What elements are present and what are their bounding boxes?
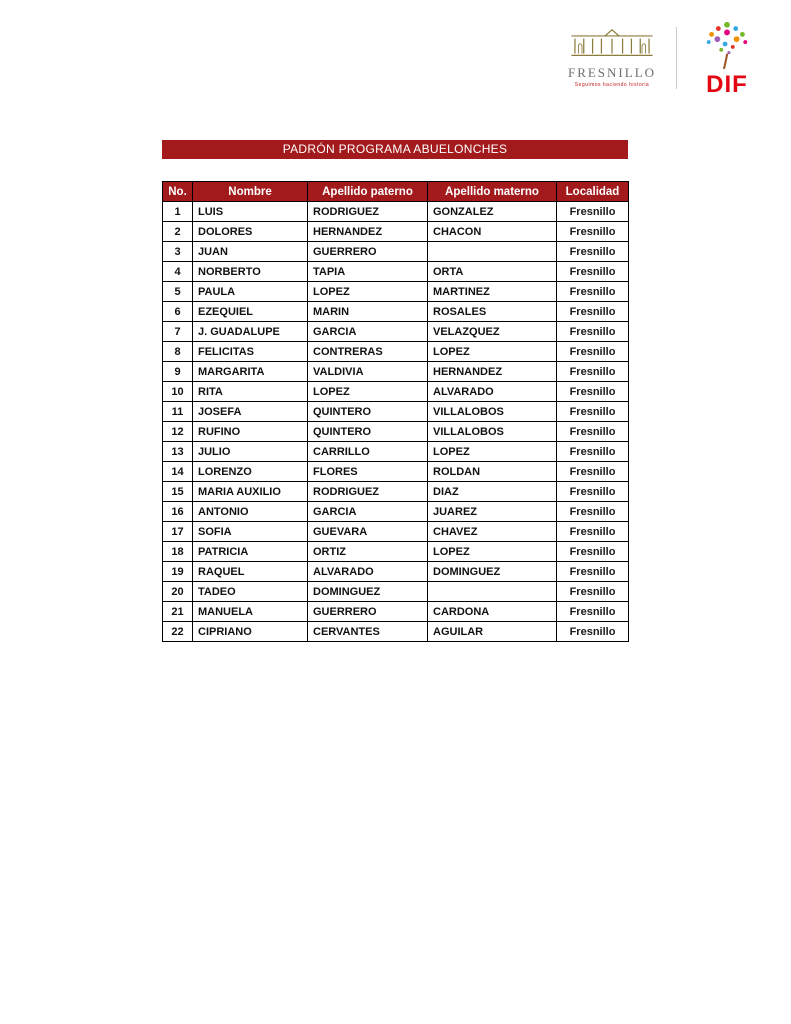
table-cell: Fresnillo: [557, 202, 629, 222]
table-cell: CARDONA: [428, 602, 557, 622]
table-cell: Fresnillo: [557, 302, 629, 322]
table-row: [163, 362, 629, 382]
table-cell: MARIA AUXILIO: [193, 482, 308, 502]
table-row: [163, 582, 629, 602]
table-cell: MARGARITA: [193, 362, 308, 382]
table-cell: LOPEZ: [428, 442, 557, 462]
table-cell: ALVARADO: [428, 382, 557, 402]
table-row: [163, 202, 629, 222]
table-cell: JULIO: [193, 442, 308, 462]
table-row: [163, 302, 629, 322]
table-cell: AGUILAR: [428, 622, 557, 642]
dif-tree-icon: [698, 18, 756, 70]
table-cell: ROSALES: [428, 302, 557, 322]
table-cell: VALDIVIA: [308, 362, 428, 382]
table-cell: GARCIA: [308, 502, 428, 522]
table-cell: CHAVEZ: [428, 522, 557, 542]
table-cell: DOMINGUEZ: [308, 582, 428, 602]
table-cell: [428, 242, 557, 262]
table-cell: 10: [163, 382, 193, 402]
table-cell: Fresnillo: [557, 622, 629, 642]
table-cell: HERNANDEZ: [428, 362, 557, 382]
logo-divider: [676, 27, 677, 89]
table-cell: 6: [163, 302, 193, 322]
table-cell: QUINTERO: [308, 422, 428, 442]
table-cell: LOPEZ: [308, 382, 428, 402]
table-cell: LOPEZ: [428, 342, 557, 362]
table-cell: 17: [163, 522, 193, 542]
table-row: [163, 422, 629, 442]
table-cell: Fresnillo: [557, 582, 629, 602]
table-cell: CERVANTES: [308, 622, 428, 642]
roster-table-container: [162, 181, 628, 642]
table-cell: 8: [163, 342, 193, 362]
table-row: [163, 522, 629, 542]
table-cell: 18: [163, 542, 193, 562]
table-cell: 13: [163, 442, 193, 462]
table-cell: GUERRERO: [308, 242, 428, 262]
table-cell: ORTIZ: [308, 542, 428, 562]
table-cell: J. GUADALUPE: [193, 322, 308, 342]
fresnillo-wordmark: FRESNILLO: [567, 64, 657, 80]
table-cell: JOSEFA: [193, 402, 308, 422]
table-cell: RUFINO: [193, 422, 308, 442]
fresnillo-logo: [562, 28, 662, 88]
dif-wordmark: DIF: [706, 71, 748, 98]
table-cell: 2: [163, 222, 193, 242]
table-cell: CONTRERAS: [308, 342, 428, 362]
table-cell: RAQUEL: [193, 562, 308, 582]
table-cell: LOPEZ: [308, 282, 428, 302]
table-cell: 1: [163, 202, 193, 222]
table-cell: 3: [163, 242, 193, 262]
table-cell: LUIS: [193, 202, 308, 222]
table-cell: Fresnillo: [557, 362, 629, 382]
table-cell: Fresnillo: [557, 462, 629, 482]
column-header: Nombre: [193, 182, 308, 202]
table-row: [163, 402, 629, 422]
table-cell: Fresnillo: [557, 602, 629, 622]
table-cell: CIPRIANO: [193, 622, 308, 642]
fresnillo-building-icon: [567, 28, 657, 58]
table-cell: CARRILLO: [308, 442, 428, 462]
column-header: Localidad: [557, 182, 629, 202]
table-cell: RODRIGUEZ: [308, 482, 428, 502]
title-banner: PADRÓN PROGRAMA ABUELONCHES: [162, 140, 628, 159]
table-cell: PATRICIA: [193, 542, 308, 562]
table-cell: 16: [163, 502, 193, 522]
table-cell: DOLORES: [193, 222, 308, 242]
table-row: [163, 562, 629, 582]
table-row: [163, 602, 629, 622]
table-cell: VILLALOBOS: [428, 422, 557, 442]
table-cell: Fresnillo: [557, 282, 629, 302]
table-cell: 12: [163, 422, 193, 442]
header-logos: [562, 18, 763, 97]
table-cell: 9: [163, 362, 193, 382]
table-row: [163, 462, 629, 482]
table-cell: Fresnillo: [557, 402, 629, 422]
table-row: [163, 342, 629, 362]
table-cell: ALVARADO: [308, 562, 428, 582]
table-row: [163, 282, 629, 302]
table-cell: Fresnillo: [557, 242, 629, 262]
roster-table: [162, 181, 629, 642]
table-cell: Fresnillo: [557, 342, 629, 362]
table-cell: Fresnillo: [557, 422, 629, 442]
table-cell: 4: [163, 262, 193, 282]
fresnillo-tagline: Seguimos haciendo historia: [574, 81, 650, 88]
table-cell: DIAZ: [428, 482, 557, 502]
table-cell: Fresnillo: [557, 502, 629, 522]
table-cell: RITA: [193, 382, 308, 402]
table-cell: LOPEZ: [428, 542, 557, 562]
table-cell: PAULA: [193, 282, 308, 302]
table-cell: 5: [163, 282, 193, 302]
table-cell: QUINTERO: [308, 402, 428, 422]
table-cell: FELICITAS: [193, 342, 308, 362]
table-cell: FLORES: [308, 462, 428, 482]
table-cell: MARIN: [308, 302, 428, 322]
column-header: No.: [163, 182, 193, 202]
table-cell: Fresnillo: [557, 562, 629, 582]
table-cell: VELAZQUEZ: [428, 322, 557, 342]
table-cell: TAPIA: [308, 262, 428, 282]
table-cell: ROLDAN: [428, 462, 557, 482]
table-row: [163, 542, 629, 562]
column-header: Apellido materno: [428, 182, 557, 202]
table-cell: JUAREZ: [428, 502, 557, 522]
table-cell: GONZALEZ: [428, 202, 557, 222]
table-cell: Fresnillo: [557, 482, 629, 502]
table-cell: 15: [163, 482, 193, 502]
table-cell: SOFIA: [193, 522, 308, 542]
table-cell: 19: [163, 562, 193, 582]
table-row: [163, 442, 629, 462]
table-cell: TADEO: [193, 582, 308, 602]
table-row: [163, 502, 629, 522]
table-cell: 11: [163, 402, 193, 422]
table-cell: MARTINEZ: [428, 282, 557, 302]
table-row: [163, 222, 629, 242]
table-cell: MANUELA: [193, 602, 308, 622]
table-cell: JUAN: [193, 242, 308, 262]
table-cell: 7: [163, 322, 193, 342]
table-cell: ORTA: [428, 262, 557, 282]
table-cell: DOMINGUEZ: [428, 562, 557, 582]
column-header: Apellido paterno: [308, 182, 428, 202]
table-cell: ANTONIO: [193, 502, 308, 522]
table-cell: VILLALOBOS: [428, 402, 557, 422]
table-cell: Fresnillo: [557, 382, 629, 402]
table-cell: Fresnillo: [557, 262, 629, 282]
table-row: [163, 242, 629, 262]
table-cell: HERNANDEZ: [308, 222, 428, 242]
table-cell: [428, 582, 557, 602]
table-cell: Fresnillo: [557, 542, 629, 562]
table-cell: 20: [163, 582, 193, 602]
table-cell: 22: [163, 622, 193, 642]
table-cell: Fresnillo: [557, 522, 629, 542]
table-row: [163, 482, 629, 502]
dif-logo: [691, 18, 763, 97]
table-cell: Fresnillo: [557, 222, 629, 242]
table-row: [163, 382, 629, 402]
table-cell: LORENZO: [193, 462, 308, 482]
table-row: [163, 622, 629, 642]
table-row: [163, 322, 629, 342]
table-cell: 21: [163, 602, 193, 622]
table-cell: GUEVARA: [308, 522, 428, 542]
table-cell: Fresnillo: [557, 442, 629, 462]
table-cell: 14: [163, 462, 193, 482]
table-cell: NORBERTO: [193, 262, 308, 282]
table-body: [163, 202, 629, 642]
table-cell: RODRIGUEZ: [308, 202, 428, 222]
table-cell: Fresnillo: [557, 322, 629, 342]
table-cell: EZEQUIEL: [193, 302, 308, 322]
table-cell: CHACON: [428, 222, 557, 242]
table-cell: GARCIA: [308, 322, 428, 342]
table-row: [163, 262, 629, 282]
table-header-row: [163, 182, 629, 202]
table-cell: GUERRERO: [308, 602, 428, 622]
